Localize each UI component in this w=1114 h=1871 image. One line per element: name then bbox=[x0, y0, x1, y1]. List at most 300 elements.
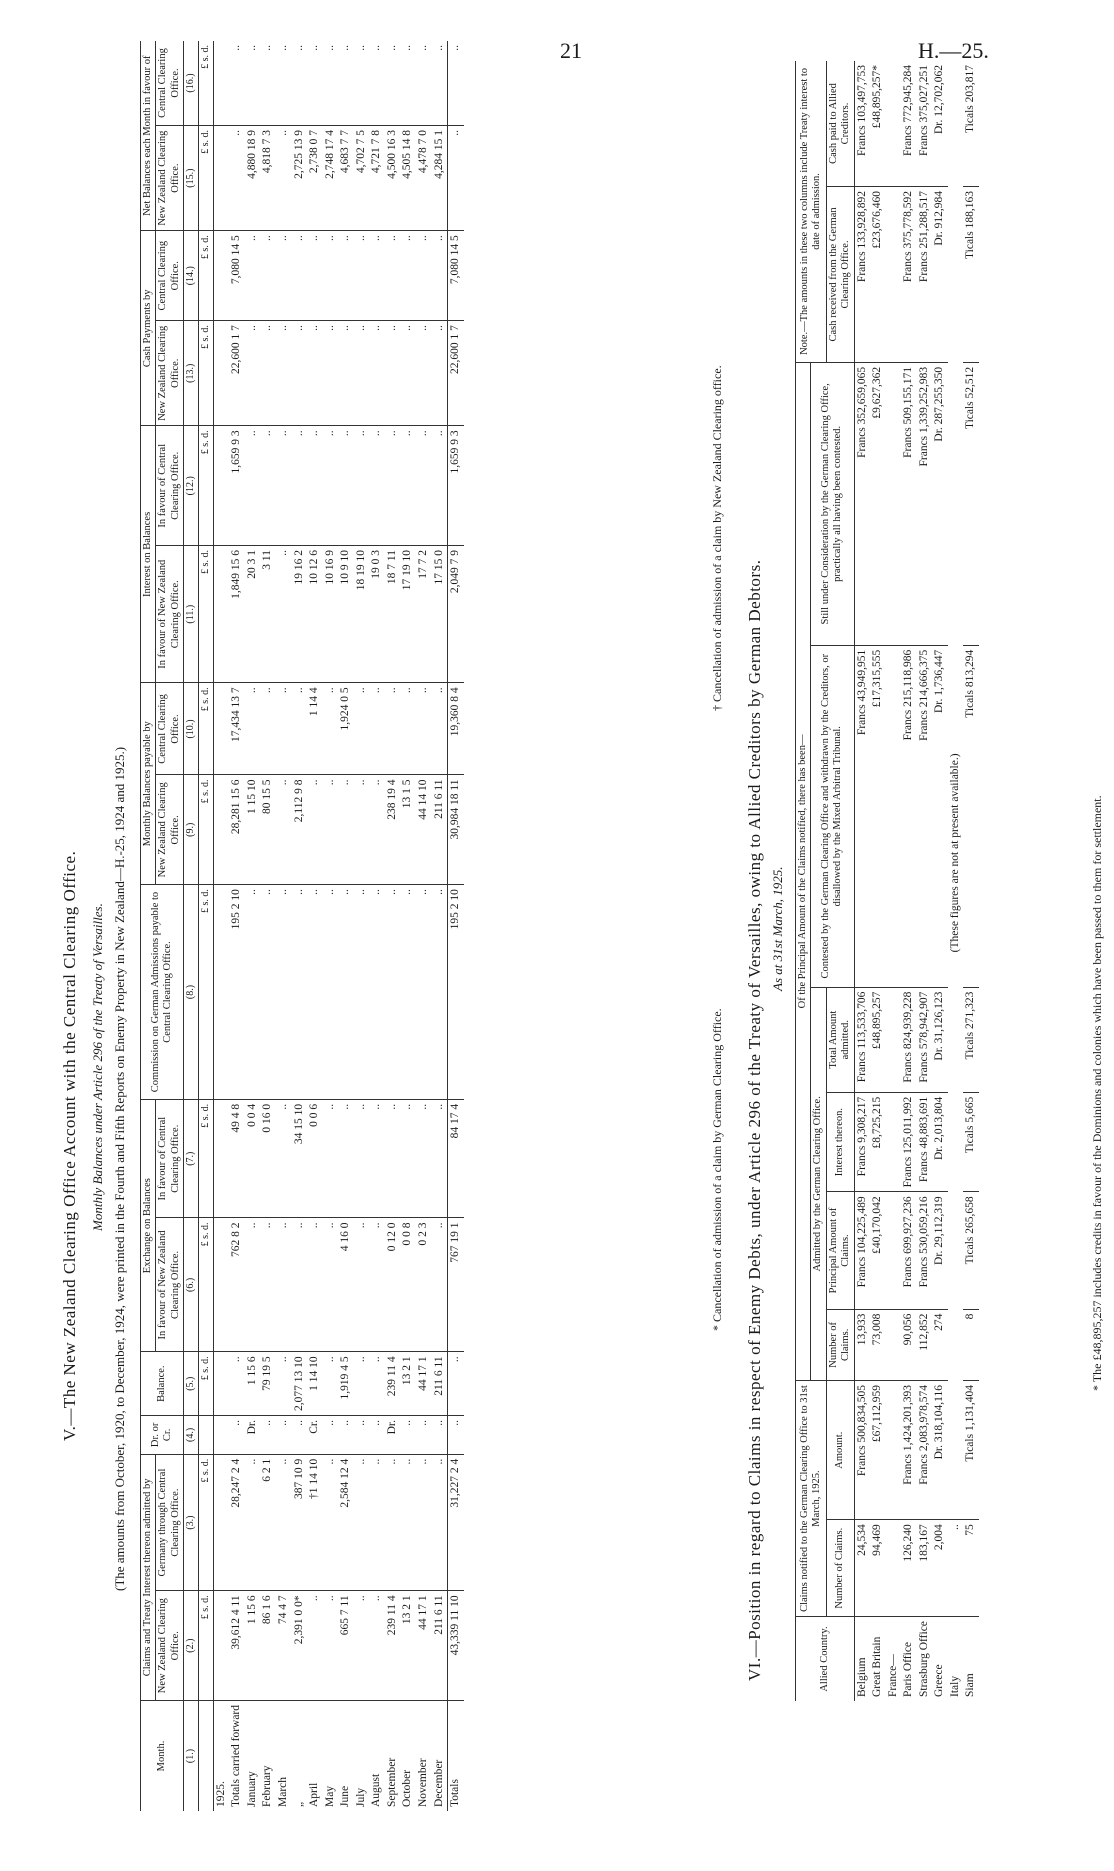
month-cell: May bbox=[323, 1785, 336, 1807]
table-row bbox=[292, 41, 308, 1811]
value-cell: .. bbox=[385, 41, 401, 126]
column-number: (13.) bbox=[184, 321, 199, 426]
value-cell: 18 7 11 bbox=[385, 546, 401, 683]
total-cell: .. bbox=[448, 41, 464, 126]
value-cell: 0 0 4 bbox=[245, 1099, 261, 1218]
hdr-claims-nz: New Zealand Clearing Office. bbox=[156, 1591, 184, 1701]
value-cell: †1 14 10 bbox=[307, 1454, 323, 1591]
num-cell: 24,534 bbox=[854, 1520, 870, 1617]
still-cell: Francs 352,659,065 bbox=[854, 362, 870, 645]
value-cell: 2,077 13 10 bbox=[292, 1352, 308, 1416]
unit-label: £ s. d. bbox=[198, 546, 213, 683]
received-cell: Dr. 912,984 bbox=[932, 187, 948, 363]
value-cell: 0 0 6 bbox=[307, 1099, 323, 1218]
value-cell: .. bbox=[292, 1218, 308, 1352]
column-number: (12.) bbox=[184, 426, 199, 546]
value-cell: .. bbox=[276, 41, 292, 126]
contested-cell: Dr. 1,736,447 bbox=[932, 645, 948, 987]
section5-note: (The amounts from October, 1920, to December, 1924, were printed in the Fourth and Fifth Reports on Enemy Property in New Zealand—H.-25, 1924 and 1925.) bbox=[112, 746, 127, 1591]
totals-label: Totals bbox=[448, 1700, 464, 1811]
contested-cell: £17,315,555 bbox=[870, 645, 886, 987]
value-cell: 13 1 5 bbox=[400, 775, 416, 885]
value-cell: 17,434 13 7 bbox=[229, 683, 245, 775]
value-cell: 6 2 1 bbox=[260, 1454, 276, 1591]
value-cell: .. bbox=[323, 683, 339, 775]
column-number: (10.) bbox=[184, 683, 199, 775]
value-cell: .. bbox=[292, 41, 308, 126]
hdr-admitted-group: Admitted by the German Clearing Office. bbox=[811, 987, 826, 1380]
total-cell: 195 2 10 bbox=[448, 885, 464, 1100]
hdr-cash-nz: New Zealand Clearing Office. bbox=[156, 321, 184, 426]
value-cell: 28,281 15 6 bbox=[229, 775, 245, 885]
value-cell: 22,600 1 7 bbox=[229, 321, 245, 426]
table-row bbox=[901, 61, 917, 1701]
value-cell: .. bbox=[292, 321, 308, 426]
value-cell: 44 17 1 bbox=[416, 1352, 432, 1416]
table-row bbox=[917, 61, 933, 1701]
value-cell: 2,725 13 9 bbox=[292, 126, 308, 231]
value-cell: 13 2 1 bbox=[400, 1591, 416, 1701]
value-cell: 4,721 7 8 bbox=[369, 126, 385, 231]
value-cell: 0 2 3 bbox=[416, 1218, 432, 1352]
received-cell: Francs 133,928,892 bbox=[854, 187, 870, 363]
value-cell bbox=[213, 1416, 229, 1455]
footnote-star: * Cancellation of admission of a claim by German Clearing Office. bbox=[710, 1008, 724, 1331]
received-cell: £23,676,460 bbox=[870, 187, 886, 363]
value-cell: .. bbox=[323, 1591, 339, 1701]
value-cell bbox=[213, 231, 229, 321]
value-cell: 4,284 15 1 bbox=[432, 126, 448, 231]
paid-cell bbox=[886, 61, 902, 187]
value-cell: 2,748 17 4 bbox=[323, 126, 339, 231]
value-cell: .. bbox=[338, 1099, 354, 1218]
value-cell: .. bbox=[276, 546, 292, 683]
received-cell: Francs 375,778,592 bbox=[901, 187, 917, 363]
value-cell: .. bbox=[354, 1416, 370, 1455]
month-cell: October bbox=[401, 1769, 414, 1807]
value-cell: 86 1 6 bbox=[260, 1591, 276, 1701]
column-number: (9.) bbox=[184, 775, 199, 885]
value-cell: .. bbox=[948, 1520, 964, 1617]
country-cell: Belgium bbox=[854, 1617, 870, 1701]
value-cell: 762 8 2 bbox=[229, 1218, 245, 1352]
unit-label: £ s. d. bbox=[198, 683, 213, 775]
num-cell: 2,004 bbox=[932, 1520, 948, 1617]
value-cell: .. bbox=[229, 126, 245, 231]
value-cell: .. bbox=[432, 885, 448, 1100]
column-number: (15.) bbox=[184, 126, 199, 231]
value-cell bbox=[213, 41, 229, 126]
value-cell: .. bbox=[369, 1591, 385, 1701]
table-row bbox=[416, 41, 432, 1811]
value-cell: .. bbox=[369, 1099, 385, 1218]
hdr-cash-received: Cash received from the German Clearing Office. bbox=[826, 187, 854, 363]
value-cell: .. bbox=[369, 1352, 385, 1416]
value-cell bbox=[213, 1591, 229, 1701]
value-cell: 19 0 3 bbox=[369, 546, 385, 683]
value-cell: .. bbox=[369, 1218, 385, 1352]
value-cell: .. bbox=[354, 885, 370, 1100]
hdr-cash-paid: Cash paid to Allied Creditors. bbox=[826, 61, 854, 187]
value-cell: .. bbox=[323, 231, 339, 321]
value-cell: 2,112 9 8 bbox=[292, 775, 308, 885]
value-cell: 211 6 11 bbox=[432, 775, 448, 885]
value-cell: .. bbox=[323, 41, 339, 126]
table-row bbox=[245, 41, 261, 1811]
value-cell: .. bbox=[385, 321, 401, 426]
hdr-net-nz: New Zealand Clearing Office. bbox=[156, 126, 184, 231]
unit-label: £ s. d. bbox=[198, 1454, 213, 1591]
value-cell: .. bbox=[323, 885, 339, 1100]
value-cell: .. bbox=[307, 1591, 323, 1701]
column-number: (5.) bbox=[184, 1352, 199, 1416]
value-cell: 44 17 1 bbox=[416, 1591, 432, 1701]
value-cell: .. bbox=[400, 426, 416, 546]
month-cell: January bbox=[245, 1771, 258, 1807]
total-cell: 1,659 9 3 bbox=[448, 426, 464, 546]
value-cell: .. bbox=[245, 683, 261, 775]
value-cell: .. bbox=[354, 41, 370, 126]
section6-table bbox=[795, 61, 979, 1701]
value-cell: .. bbox=[276, 1454, 292, 1591]
contested-cell: Ticals 813,294 bbox=[963, 645, 979, 987]
unit-label: £ s. d. bbox=[198, 321, 213, 426]
still-cell: Francs 1,339,252,983 bbox=[917, 362, 933, 645]
paid-cell: Francs 772,945,284 bbox=[901, 61, 917, 187]
column-number: (6.) bbox=[184, 1218, 199, 1352]
value-cell bbox=[213, 885, 229, 1100]
hdr-principal-amount: Principal Amount of Claims. bbox=[826, 1192, 854, 1309]
amount-cell: Ticals 1,131,404 bbox=[963, 1381, 979, 1520]
unit-label: £ s. d. bbox=[198, 1352, 213, 1416]
month-cell: March bbox=[276, 1776, 289, 1807]
adm-cell: 73,008 bbox=[870, 1309, 886, 1380]
contested-cell: Francs 43,949,951 bbox=[854, 645, 870, 987]
value-cell: .. bbox=[260, 41, 276, 126]
value-cell: .. bbox=[354, 1099, 370, 1218]
hdr-interest-nz: In favour of New Zealand Clearing Office. bbox=[156, 546, 184, 683]
paid-cell: £48,895,257* bbox=[870, 61, 886, 187]
value-cell: 239 11 4 bbox=[385, 1352, 401, 1416]
value-cell bbox=[213, 1454, 229, 1591]
value-cell: .. bbox=[354, 321, 370, 426]
table-row bbox=[963, 61, 979, 1701]
hdr-interest-cco: In favour of Central Clearing Office. bbox=[156, 426, 184, 546]
principal-cell: Francs 699,927,236 bbox=[901, 1192, 917, 1309]
column-number: (14.) bbox=[184, 231, 199, 321]
value-cell: .. bbox=[354, 1591, 370, 1701]
total-cell: 22,600 1 7 bbox=[448, 321, 464, 426]
value-cell: .. bbox=[323, 426, 339, 546]
value-cell: 387 10 9 bbox=[292, 1454, 308, 1591]
value-cell: .. bbox=[432, 426, 448, 546]
hdr-commission: Commission on German Admissions payable to Central Clearing Office. bbox=[141, 885, 184, 1100]
unit-label: £ s. d. bbox=[198, 1099, 213, 1218]
value-cell: 80 15 5 bbox=[260, 775, 276, 885]
value-cell: .. bbox=[400, 231, 416, 321]
value-cell: 1 14 4 bbox=[307, 683, 323, 775]
value-cell: .. bbox=[338, 885, 354, 1100]
value-cell: .. bbox=[385, 1454, 401, 1591]
value-cell: .. bbox=[400, 321, 416, 426]
value-cell: .. bbox=[354, 231, 370, 321]
still-cell: Dr. 287,255,350 bbox=[932, 362, 948, 645]
value-cell: 1 15 10 bbox=[245, 775, 261, 885]
column-number: (11.) bbox=[184, 546, 199, 683]
value-cell: 0 12 0 bbox=[385, 1218, 401, 1352]
value-cell: .. bbox=[385, 683, 401, 775]
total-cell: £48,895,257 bbox=[870, 987, 886, 1092]
value-cell bbox=[213, 426, 229, 546]
value-cell: Dr. bbox=[245, 1416, 261, 1455]
value-cell: 1,919 4 5 bbox=[338, 1352, 354, 1416]
hdr-cash-cco: Central Clearing Office. bbox=[156, 231, 184, 321]
value-cell: .. bbox=[276, 1352, 292, 1416]
interest-cell bbox=[886, 1092, 902, 1192]
table-row bbox=[432, 41, 448, 1811]
value-cell: 17 15 0 bbox=[432, 546, 448, 683]
footnote-dagger: † Cancellation of admission of a claim by New Zealand Clearing office. bbox=[710, 365, 724, 711]
value-cell: .. bbox=[416, 321, 432, 426]
country-cell: Greece bbox=[933, 1664, 946, 1697]
total-cell: 767 19 1 bbox=[448, 1218, 464, 1352]
value-cell: .. bbox=[338, 41, 354, 126]
value-cell: .. bbox=[260, 1416, 276, 1455]
value-cell: .. bbox=[400, 1099, 416, 1218]
value-cell: 665 7 11 bbox=[338, 1591, 354, 1701]
value-cell: 79 19 5 bbox=[260, 1352, 276, 1416]
hdr-principal-group: Of the Principal Amount of the Claims notified, there has been— bbox=[796, 362, 811, 1380]
month-cell: September bbox=[385, 1757, 398, 1807]
table-row bbox=[870, 61, 886, 1701]
value-cell: .. bbox=[432, 683, 448, 775]
value-cell bbox=[213, 683, 229, 775]
value-cell: .. bbox=[416, 231, 432, 321]
value-cell: Cr. bbox=[307, 1416, 323, 1455]
value-cell: 4,702 7 5 bbox=[354, 126, 370, 231]
still-cell: £9,627,362 bbox=[870, 362, 886, 645]
value-cell: .. bbox=[432, 41, 448, 126]
table-row bbox=[854, 61, 870, 1701]
value-cell: .. bbox=[338, 1416, 354, 1455]
value-cell: .. bbox=[354, 1352, 370, 1416]
value-cell: .. bbox=[323, 1416, 339, 1455]
column-numbers-row bbox=[184, 41, 199, 1811]
paid-cell: Dr. 12,702,062 bbox=[932, 61, 948, 187]
value-cell: 2,391 0 0* bbox=[292, 1591, 308, 1701]
hdr-admitted-number: Number of Claims. bbox=[826, 1309, 854, 1380]
value-cell: 10 16 9 bbox=[323, 546, 339, 683]
month-cell: June bbox=[339, 1785, 352, 1807]
country-cell: Paris Office bbox=[902, 1641, 915, 1697]
column-number: (4.) bbox=[184, 1416, 199, 1455]
value-cell: .. bbox=[432, 1218, 448, 1352]
value-cell: .. bbox=[260, 1218, 276, 1352]
total-cell: 43,339 11 10 bbox=[448, 1591, 464, 1701]
value-cell: .. bbox=[338, 231, 354, 321]
country-cell: Italy bbox=[948, 1675, 961, 1697]
interest-cell: Francs 48,883,691 bbox=[917, 1092, 933, 1192]
value-cell: .. bbox=[338, 775, 354, 885]
table-row bbox=[229, 41, 245, 1811]
country-cell: Siam bbox=[964, 1673, 977, 1697]
table-row bbox=[338, 41, 354, 1811]
value-cell: .. bbox=[260, 683, 276, 775]
value-cell: .. bbox=[307, 775, 323, 885]
value-cell: .. bbox=[369, 321, 385, 426]
value-cell: .. bbox=[276, 775, 292, 885]
value-cell: 211 6 11 bbox=[432, 1352, 448, 1416]
value-cell: 2,584 12 4 bbox=[338, 1454, 354, 1591]
column-number: (16.) bbox=[184, 41, 199, 126]
value-cell: .. bbox=[338, 321, 354, 426]
section6-body bbox=[854, 61, 979, 1701]
total-cell: Francs 113,533,706 bbox=[854, 987, 870, 1092]
still-cell bbox=[886, 362, 902, 645]
value-cell: .. bbox=[323, 1454, 339, 1591]
month-cell: December bbox=[432, 1759, 445, 1807]
table-row bbox=[369, 41, 385, 1811]
hdr-monthly-cco: Central Clearing Office. bbox=[156, 683, 184, 775]
value-cell bbox=[213, 1352, 229, 1416]
value-cell: 1,849 15 6 bbox=[229, 546, 245, 683]
principal-cell bbox=[886, 1192, 902, 1309]
value-cell: 4,478 7 0 bbox=[416, 126, 432, 231]
value-cell: .. bbox=[276, 1099, 292, 1218]
column-number: (1.) bbox=[184, 1700, 199, 1811]
value-cell: .. bbox=[338, 426, 354, 546]
hdr-total-admitted: Total Amount admitted. bbox=[826, 987, 854, 1092]
value-cell: .. bbox=[245, 426, 261, 546]
value-cell: .. bbox=[307, 426, 323, 546]
value-cell: 74 4 7 bbox=[276, 1591, 292, 1701]
paid-cell: Francs 103,497,753 bbox=[854, 61, 870, 187]
num-cell: 126,240 bbox=[901, 1520, 917, 1617]
hdr-balance: Balance. bbox=[141, 1352, 184, 1416]
value-cell: 4,818 7 3 bbox=[260, 126, 276, 231]
units-row bbox=[198, 41, 213, 1811]
hdr-claims-group: Claims and Treaty Interest thereon admitted by bbox=[141, 1454, 156, 1700]
total-cell: Francs 824,939,228 bbox=[901, 987, 917, 1092]
adm-cell: 13,933 bbox=[854, 1309, 870, 1380]
amount-cell: £67,112,959 bbox=[870, 1381, 886, 1520]
month-cell: February bbox=[261, 1765, 274, 1807]
value-cell: 1,659 9 3 bbox=[229, 426, 245, 546]
month-cell: 1925. bbox=[214, 1781, 227, 1807]
section6-table-wrap bbox=[795, 61, 979, 1701]
value-cell: 238 19 4 bbox=[385, 775, 401, 885]
adm-cell: 90,056 bbox=[901, 1309, 917, 1380]
value-cell bbox=[213, 1218, 229, 1352]
value-cell: .. bbox=[400, 1454, 416, 1591]
hdr-exchange-group: Exchange on Balances bbox=[141, 1099, 156, 1351]
adm-cell: 274 bbox=[932, 1309, 948, 1380]
section5-table bbox=[140, 41, 464, 1811]
hdr-notified-group: Claims notified to the German Clearing Office to 31st March, 1925. bbox=[796, 1381, 827, 1617]
value-cell: .. bbox=[307, 231, 323, 321]
value-cell bbox=[213, 126, 229, 231]
unit-label: £ s. d. bbox=[198, 1591, 213, 1701]
unavailable-note: (These figures are not at present available.) bbox=[948, 187, 964, 1520]
value-cell bbox=[213, 1099, 229, 1218]
value-cell: .. bbox=[416, 426, 432, 546]
value-cell: .. bbox=[416, 885, 432, 1100]
value-cell: .. bbox=[432, 321, 448, 426]
value-cell: .. bbox=[276, 321, 292, 426]
hdr-net-group: Net Balances each Month in favour of bbox=[141, 41, 156, 231]
value-cell: .. bbox=[245, 41, 261, 126]
table-row bbox=[886, 61, 902, 1701]
country-cell: France— bbox=[886, 1654, 899, 1697]
hdr-allied-country: Allied Country. bbox=[796, 1617, 855, 1701]
totals-row bbox=[448, 41, 464, 1811]
table-row bbox=[213, 41, 229, 1811]
value-cell: .. bbox=[260, 885, 276, 1100]
value-cell: .. bbox=[416, 41, 432, 126]
unit-label bbox=[198, 1416, 213, 1455]
unit-label: £ s. d. bbox=[198, 885, 213, 1100]
value-cell: .. bbox=[369, 231, 385, 321]
hdr-monthly-nz: New Zealand Clearing Office. bbox=[156, 775, 184, 885]
section5-table-wrap bbox=[140, 41, 464, 1811]
section5-subtitle: Monthly Balances under Article 296 of the Treaty of Versailles. bbox=[90, 903, 105, 1231]
value-cell: .. bbox=[369, 775, 385, 885]
interest-cell: Francs 9,308,217 bbox=[854, 1092, 870, 1192]
value-cell: 195 2 10 bbox=[229, 885, 245, 1100]
section6-footnote: * The £48,895,257 includes credits in favour of the Dominions and colonies which have been passed to them for settlement. bbox=[1090, 795, 1104, 1391]
unit-label: £ s. d. bbox=[198, 231, 213, 321]
principal-cell: £40,170,042 bbox=[870, 1192, 886, 1309]
table-row bbox=[385, 41, 401, 1811]
unit-label: £ s. d. bbox=[198, 775, 213, 885]
value-cell: .. bbox=[416, 683, 432, 775]
amount-cell: Francs 1,424,201,393 bbox=[901, 1381, 917, 1520]
adm-cell: 112,852 bbox=[917, 1309, 933, 1380]
value-cell: .. bbox=[276, 426, 292, 546]
value-cell: 18 19 10 bbox=[354, 546, 370, 683]
value-cell: 4,683 7 7 bbox=[338, 126, 354, 231]
value-cell: .. bbox=[292, 1416, 308, 1455]
value-cell: .. bbox=[416, 1454, 432, 1591]
value-cell: 4,880 18 9 bbox=[245, 126, 261, 231]
unit-label: £ s. d. bbox=[198, 1218, 213, 1352]
value-cell: .. bbox=[276, 683, 292, 775]
value-cell: .. bbox=[260, 321, 276, 426]
total-cell: Dr. 31,126,123 bbox=[932, 987, 948, 1092]
value-cell: .. bbox=[276, 885, 292, 1100]
value-cell: 3 11 bbox=[260, 546, 276, 683]
value-cell: .. bbox=[432, 1099, 448, 1218]
value-cell: .. bbox=[229, 1416, 245, 1455]
value-cell: 1 15 6 bbox=[245, 1352, 261, 1416]
amount-cell: Francs 500,834,505 bbox=[854, 1381, 870, 1520]
column-number: (8.) bbox=[184, 885, 199, 1100]
value-cell: .. bbox=[323, 1099, 339, 1218]
value-cell: .. bbox=[354, 426, 370, 546]
paid-cell: Francs 375,027,251 bbox=[917, 61, 933, 187]
value-cell: .. bbox=[292, 231, 308, 321]
value-cell: .. bbox=[385, 1099, 401, 1218]
value-cell: 13 2 1 bbox=[400, 1352, 416, 1416]
total-cell: 30,984 18 11 bbox=[448, 775, 464, 885]
value-cell: 1 15 6 bbox=[245, 1591, 261, 1701]
value-cell: .. bbox=[369, 1454, 385, 1591]
section6-title: VI.—Position in regard to Claims in respect of Enemy Debts, under Article 296 of the Treaty of Versailles, owing to Allied Creditors by German Debtors. bbox=[745, 559, 764, 1681]
country-cell: Great Britain bbox=[871, 1636, 884, 1697]
table-row bbox=[260, 41, 276, 1811]
total-cell: 7,080 14 5 bbox=[448, 231, 464, 321]
value-cell: .. bbox=[276, 126, 292, 231]
